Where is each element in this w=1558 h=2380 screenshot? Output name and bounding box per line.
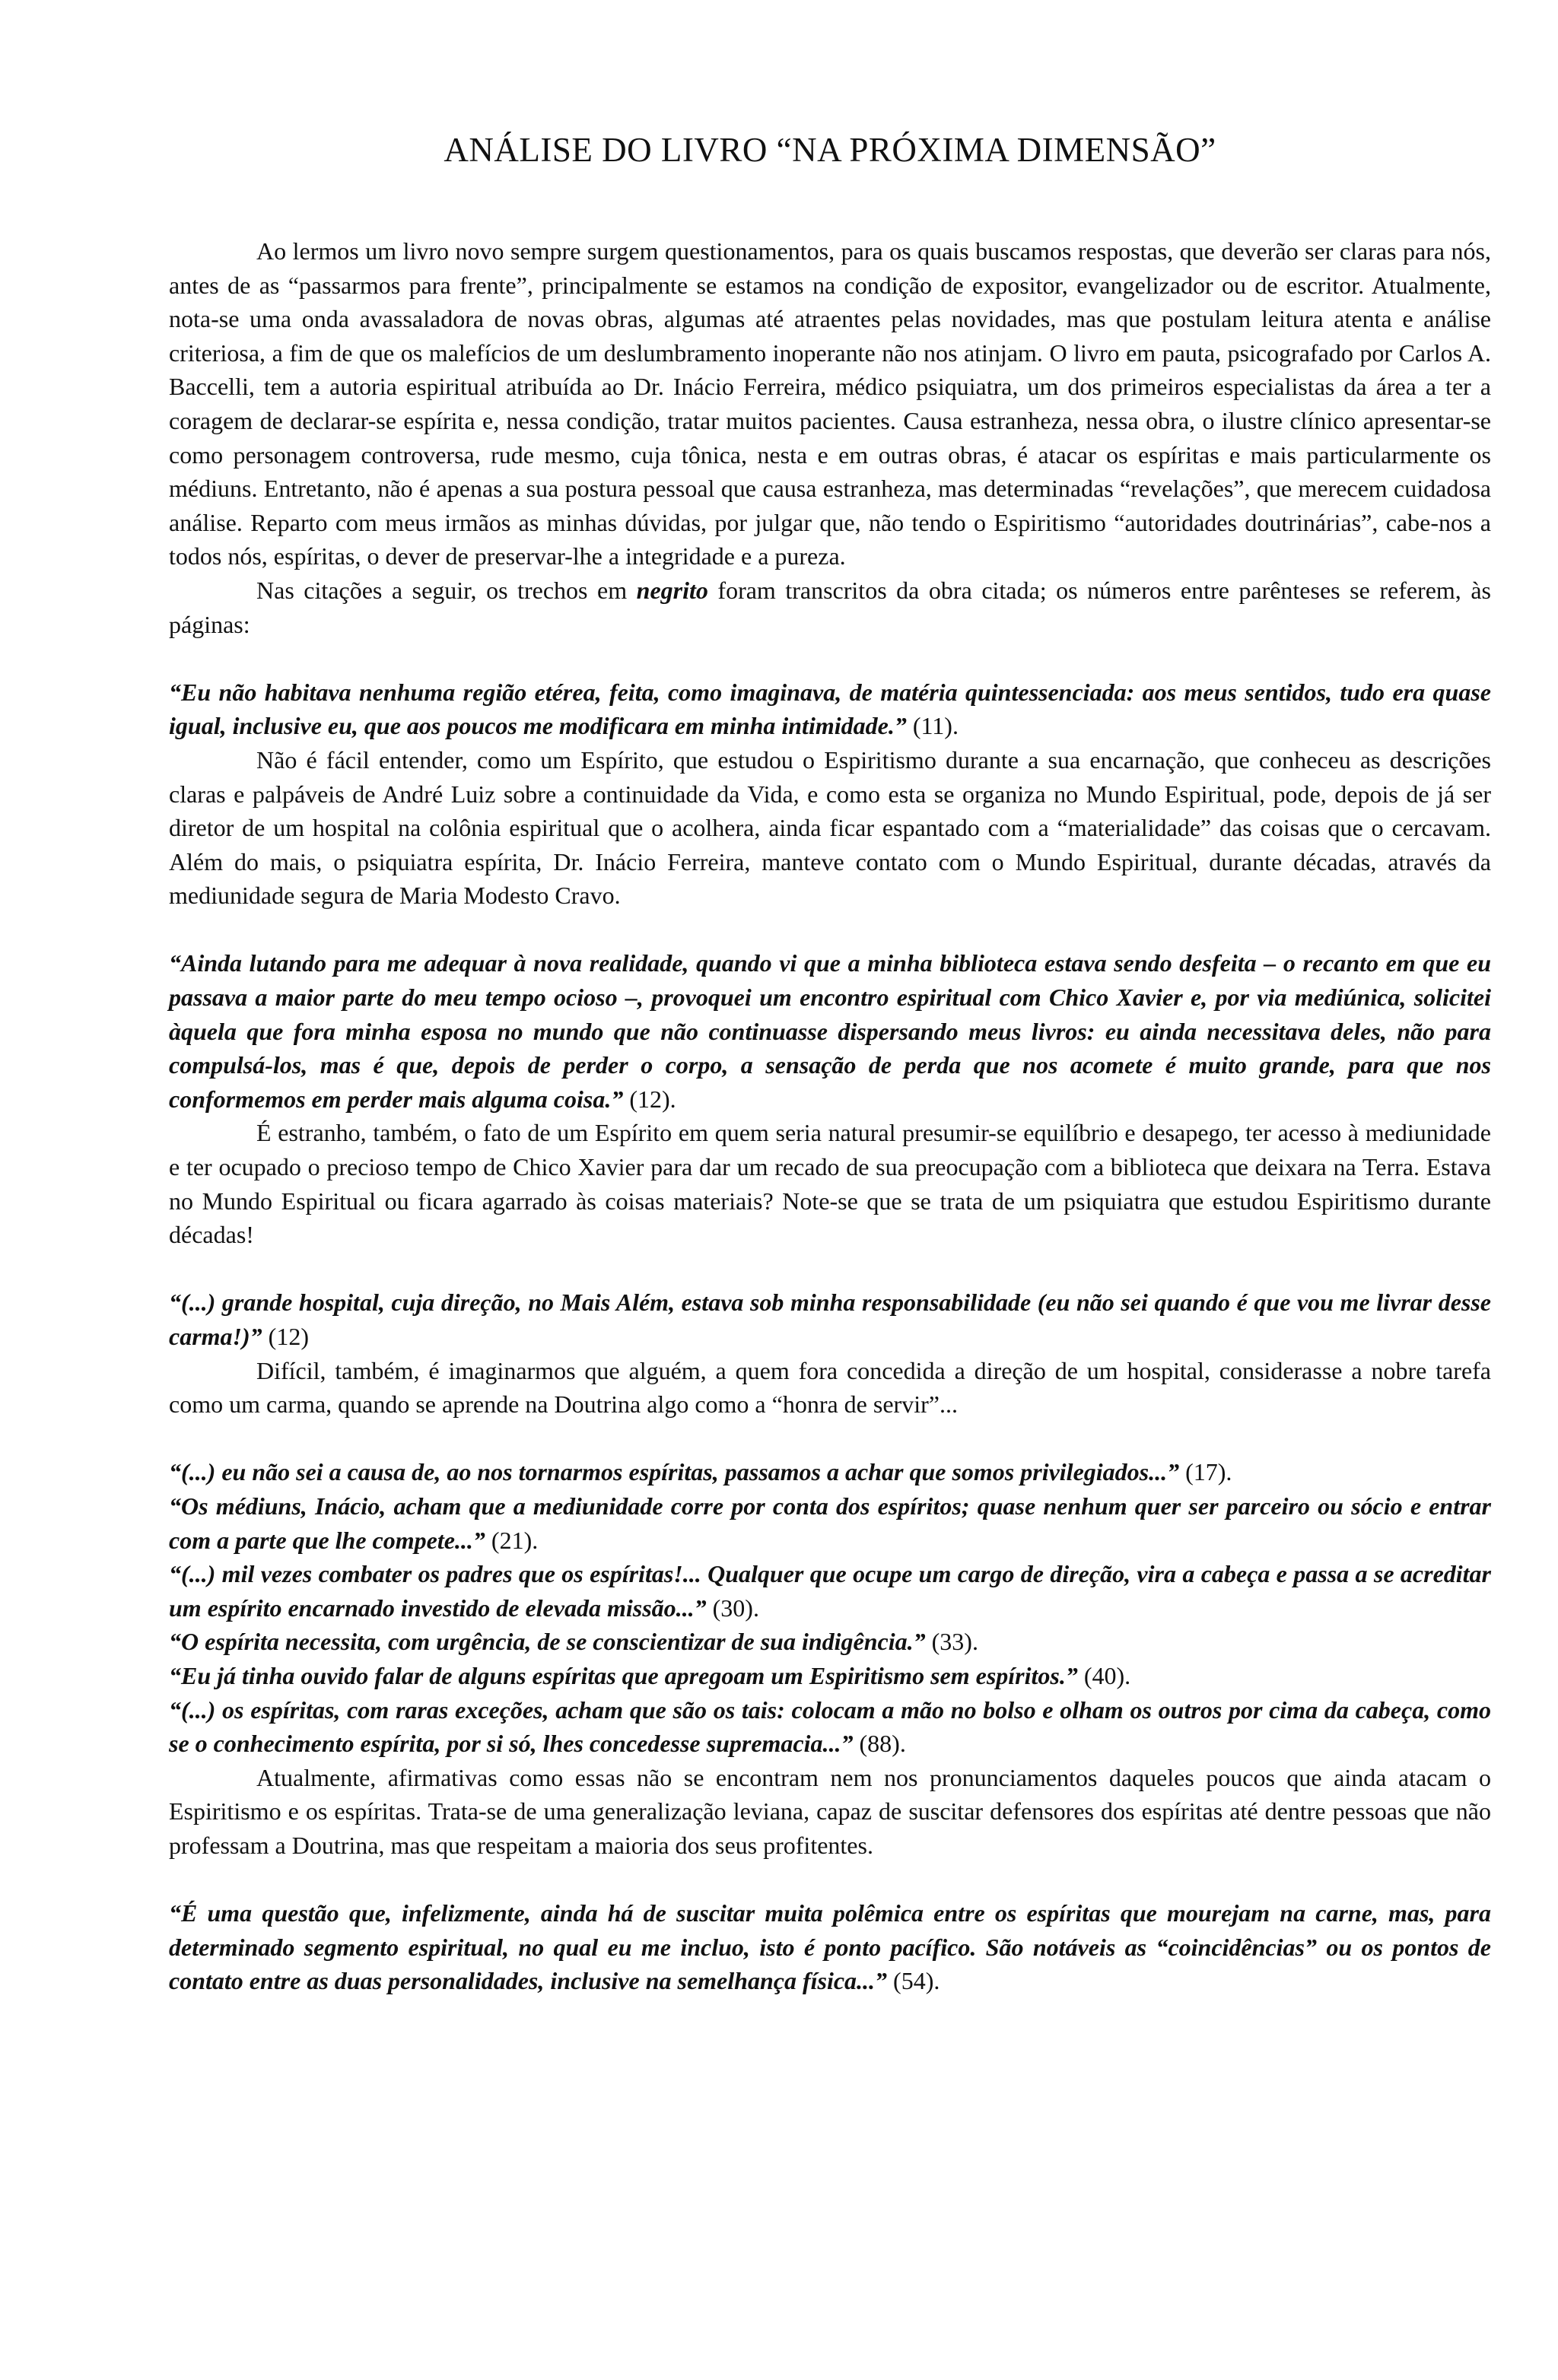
citation-note-bold: negrito — [636, 576, 708, 604]
book-quote: “(...) grande hospital, cuja direção, no Mais Além, estava sob minha responsabilidade (eu não sei quando é que vou me livrar desse carma!)” — [169, 1289, 1491, 1350]
quote-paragraph — [169, 1285, 1491, 1353]
quote-paragraph — [169, 675, 1491, 743]
quote-list-item — [169, 1455, 1491, 1489]
page-reference: (12). — [623, 1085, 676, 1113]
quote-list-item — [169, 1489, 1491, 1557]
page-reference: (17). — [1179, 1458, 1232, 1486]
comment-paragraph: Difícil, também, é imaginarmos que alguém, a quem fora concedida a direção de um hospital, considerasse a nobre tarefa como um carma, quando se aprende na Doutrina algo como a “honra de servir”... — [169, 1356, 1491, 1419]
page-title: ANÁLISE DO LIVRO “NA PRÓXIMA DIMENSÃO” — [444, 131, 1216, 169]
page-reference: (12) — [262, 1323, 309, 1350]
intro-paragraph: Ao lermos um livro novo sempre surgem questionamentos, para os quais buscamos respostas, que deverão ser claras para nós, antes de as “passarmos para frente”, principalmente se estamos na condição de expositor, evangelizador ou de escritor. Atualmente, nota-se uma onda avassaladora de novas obras, algumas até atraentes pelas novidades, mas que postulam leitura atenta e análise criteriosa, a fim de que os malefícios de um deslumbramento inoperante não nos atinjam. O livro em pauta, psicografado por Carlos A. Baccelli, tem a autoria espiritual atribuída ao Dr. Inácio Ferreira, médico psiquiatra, um dos primeiros especialistas da área a ter a coragem de declarar-se espírita e, nessa condição, tratar muitos pacientes. Causa estranheza, nessa obra, o ilustre clínico apresentar-se como personagem controversa, rude mesmo, cuja tônica, nesta e em outras obras, é atacar os espíritas e mais particularmente os médiuns. Entretanto, não é apenas a sua postura pessoal que causa estranheza, mas determinadas “revelações”, que merecem cuidadosa análise. Reparto com meus irmãos as minhas dúvidas, por julgar que, não tendo o Espiritismo “autoridades doutrinárias”, cabe-nos a todos nós, espíritas, o dever de preservar-lhe a integridade e a pureza. — [169, 237, 1491, 570]
page-reference: (30). — [706, 1594, 759, 1622]
quote-paragraph — [169, 946, 1491, 1116]
book-quote: “Ainda lutando para me adequar à nova realidade, quando vi que a minha biblioteca estava sendo desfeita – o recanto em que eu passava a maior parte do meu tempo ocioso –, provoquei um encontro espiritual com Chico Xavier e, por via mediúnica, solicitei àquela que fora minha esposa no mundo que não continuasse dispersando meus livros: eu ainda necessitava deles, não para compulsá-los, mas é que, depois de perder o corpo, a sensação de perda que nos acomete é muito grande, para que nos conformemos em perder mais alguma coisa.” — [169, 949, 1491, 1113]
book-quote: “(...) eu não sei a causa de, ao nos tornarmos espíritas, passamos a achar que somos privilegiados...” — [169, 1458, 1180, 1486]
quote-list-item — [169, 1693, 1491, 1761]
citation-note-text: Nas citações a seguir, os trechos em — [256, 576, 637, 604]
page-reference: (40). — [1077, 1661, 1131, 1689]
page-reference: (88). — [853, 1730, 906, 1758]
comment-paragraph: Atualmente, afirmativas como essas não se encontram nem nos pronunciamentos daqueles poucos que ainda atacam o Espiritismo e os espíritas. Trata-se de uma generalização leviana, capaz de suscitar defensores dos espíritas até dentre pessoas que não professam a Doutrina, mas que respeitam a maioria dos seus profitentes. — [169, 1763, 1491, 1859]
citation-note-paragraph — [169, 574, 1491, 641]
document-body — [169, 129, 1491, 1998]
book-quote: “(...) os espíritas, com raras exceções, acham que são os tais: colocam a mão no bolso e olham os outros por cima da cabeça, como se o conhecimento espírita, por si só, lhes concedesse supremacia...” — [169, 1695, 1491, 1758]
page-reference: (11). — [906, 712, 959, 740]
book-quote: “(...) mil vezes combater os padres que os espíritas!... Qualquer que ocupe um cargo de direção, vira a cabeça e passa a se acreditar um espírito encarnado investido de elevada missão...” — [169, 1560, 1491, 1622]
book-quote: “Os médiuns, Inácio, acham que a mediunidade corre por conta dos espíritos; quase nenhum quer ser parceiro ou sócio e entrar com a parte que lhe compete...” — [169, 1492, 1491, 1554]
comment-paragraph: Não é fácil entender, como um Espírito, que estudou o Espiritismo durante a sua encarnação, que conheceu as descrições claras e palpáveis de André Luiz sobre a continuidade da Vida, e como esta se organiza no Mundo Espiritual, pode, depois de já ser diretor de um hospital na colônia espiritual que o acolhera, ainda ficar espantado com a “materialidade” das coisas que o cercavam. Além do mais, o psiquiatra espírita, Dr. Inácio Ferreira, manteve contato com o Mundo Espiritual, durante décadas, através da mediunidade segura de Maria Modesto Cravo. — [169, 745, 1491, 910]
quote-list-item — [169, 1659, 1491, 1693]
citation-note-text-end: foram transcritos da obra citada; os números entre parênteses se referem, às páginas: — [169, 576, 1492, 638]
book-quote: “Eu já tinha ouvido falar de alguns espíritas que apregoam um Espiritismo sem espíritos.” — [169, 1661, 1078, 1689]
page-reference: (21). — [485, 1526, 539, 1554]
quote-list-item — [169, 1625, 1491, 1659]
book-quote: “Eu não habitava nenhuma região etérea, feita, como imaginava, de matéria quintessenciada: aos meus sentidos, tudo era quase igual, inclusive eu, que aos poucos me modificara em minha intimidade.” — [169, 678, 1491, 740]
book-quote: “É uma questão que, infelizmente, ainda há de suscitar muita polêmica entre os espíritas que mourejam na carne, mas, para determinado segmento espiritual, no qual eu me incluo, isto é ponto pacífico. São notáveis as “coincidências” ou os pontos de contato entre as duas personalidades, inclusive na semelhança física...” — [169, 1899, 1491, 1995]
quote-list-item — [169, 1557, 1491, 1625]
page-reference: (54). — [887, 1967, 940, 1995]
comment-paragraph: É estranho, também, o fato de um Espírito em quem seria natural presumir-se equilíbrio e desapego, ter acesso à mediunidade e ter ocupado o precioso tempo de Chico Xavier para dar um recado de sua preocupação com a biblioteca que deixara na Terra. Estava no Mundo Espiritual ou ficara agarrado às coisas materiais? Note-se que se trata de um psiquiatra que estudou Espiritismo durante décadas! — [169, 1119, 1491, 1249]
page-reference: (33). — [925, 1628, 978, 1656]
quote-paragraph — [169, 1896, 1491, 1998]
book-quote: “O espírita necessita, com urgência, de se conscientizar de sua indigência.” — [169, 1628, 926, 1656]
